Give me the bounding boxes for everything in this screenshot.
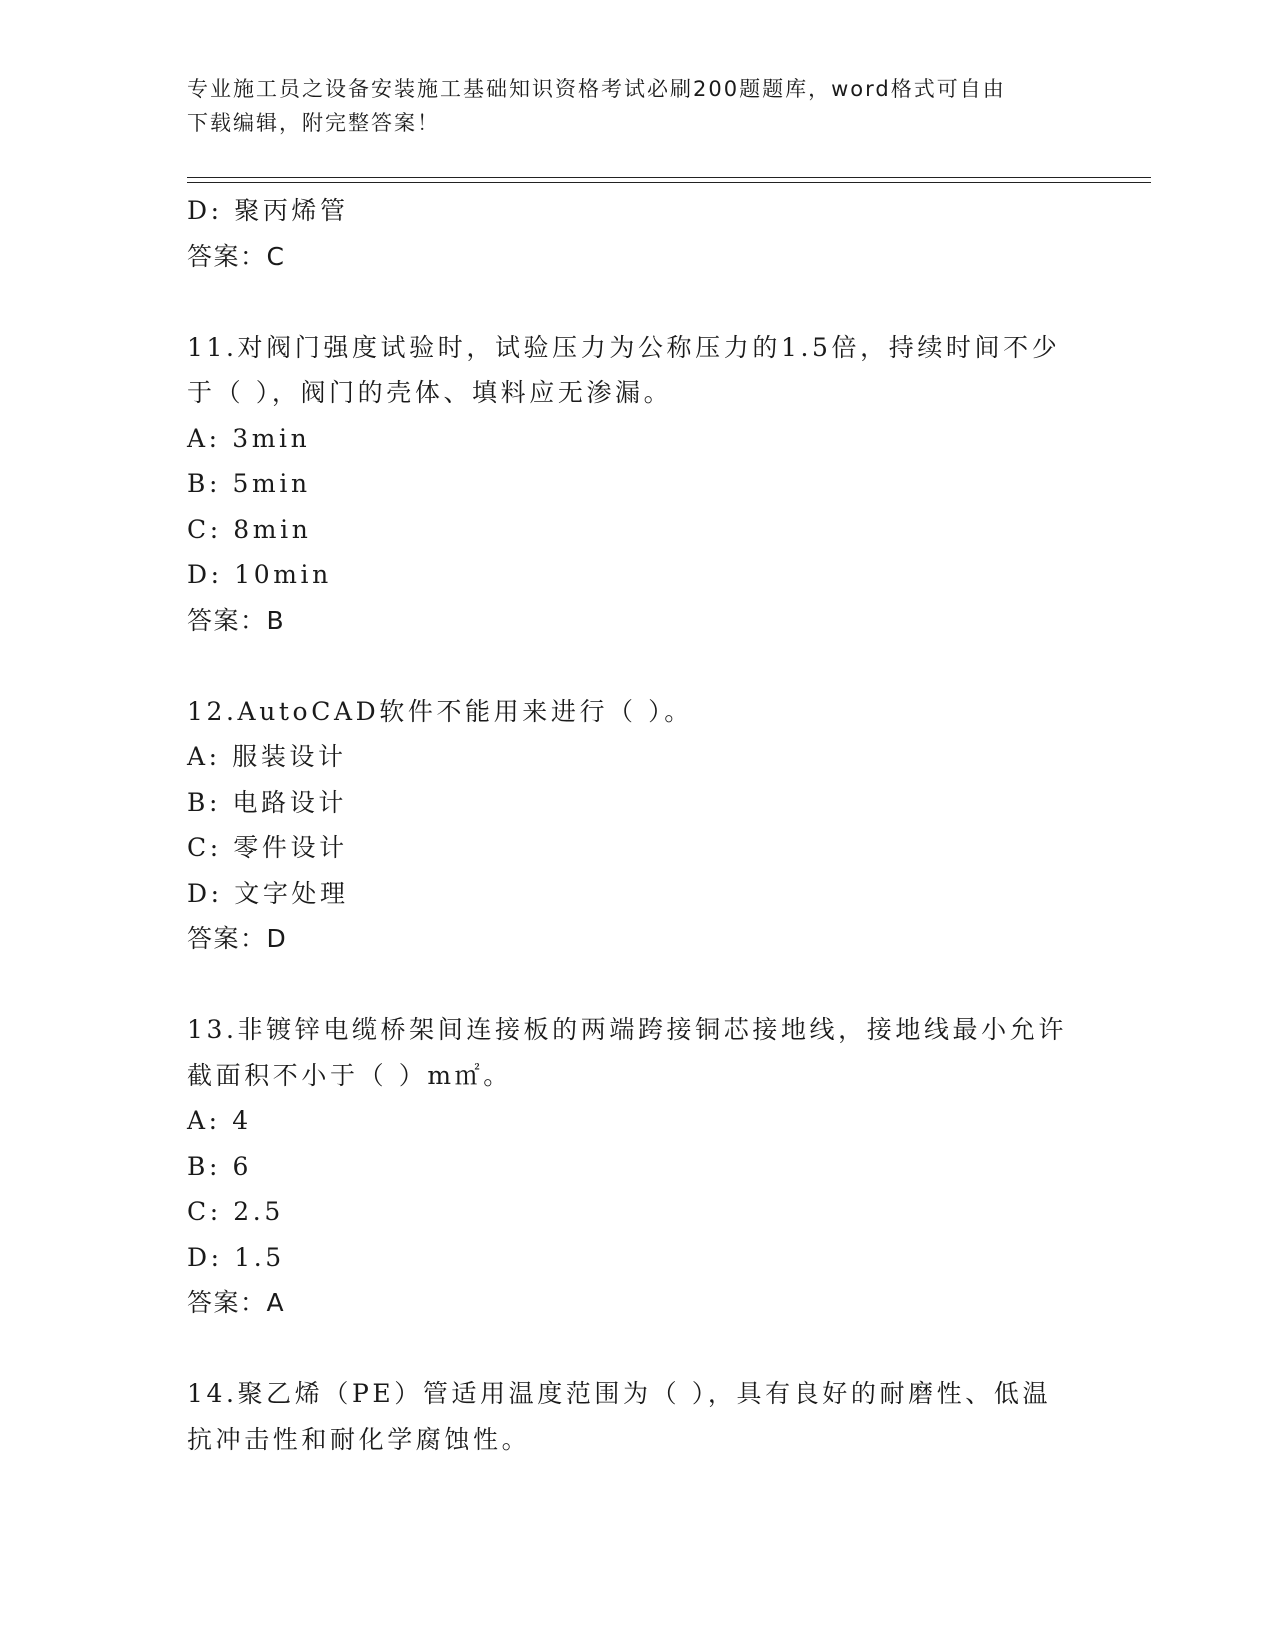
question-stem-line-2: 于（ ），阀门的壳体、填料应无渗漏。 [187,378,673,407]
option-d: D: 文字处理 [187,878,349,908]
option-a: A: 服装设计 [187,742,347,771]
question-10-tail [187,188,1087,279]
option-a: A: 3min [187,423,311,453]
answer-line: 答案：D [187,924,288,953]
answer-line: 答案：C [187,241,286,271]
question-stem-line-2: 抗冲击性和耐化学腐蚀性。 [187,1424,531,1454]
header-line-2: 下载编辑，附完整答案！ [187,111,440,135]
option-c: C: 零件设计 [187,833,348,862]
answer-line: 答案：A [187,1288,286,1317]
question-14 [187,1371,1087,1462]
header-divider-bottom [187,182,1151,183]
document-header [187,72,1087,140]
question-13 [187,1007,1087,1326]
question-12 [187,689,1087,962]
answer-line: 答案：B [187,605,286,635]
option-d: D: 聚丙烯管 [187,196,349,225]
header-line-1: 专业施工员之设备安装施工基础知识资格考试必刷200题题库，word格式可自由 [187,77,1006,101]
option-d: D: 1.5 [187,1242,285,1272]
spacer [187,643,1087,689]
spacer [187,279,1087,325]
spacer [187,1326,1087,1372]
spacer [187,962,1087,1008]
option-d: D: 10min [187,560,332,589]
option-b: B: 6 [187,1151,253,1181]
question-11 [187,325,1087,644]
question-stem-line-2: 截面积不小于（ ）m㎡。 [187,1060,512,1090]
question-stem-line-1: 12.AutoCAD软件不能用来进行（ ）。 [187,696,693,726]
option-b: B: 5min [187,469,311,498]
document-body [187,188,1087,1462]
question-stem-line-1: 13.非镀锌电缆桥架间连接板的两端跨接铜芯接地线，接地线最小允许 [187,1015,1067,1044]
header-divider-top [187,177,1151,178]
option-c: C: 8min [187,514,312,544]
question-stem-line-1: 11.对阀门强度试验时，试验压力为公称压力的1.5倍，持续时间不少 [187,332,1061,362]
option-a: A: 4 [187,1106,252,1135]
option-b: B: 电路设计 [187,787,347,817]
option-c: C: 2.5 [187,1197,284,1226]
question-stem-line-1: 14.聚乙烯（PE）管适用温度范围为（ ），具有良好的耐磨性、低温 [187,1379,1052,1408]
